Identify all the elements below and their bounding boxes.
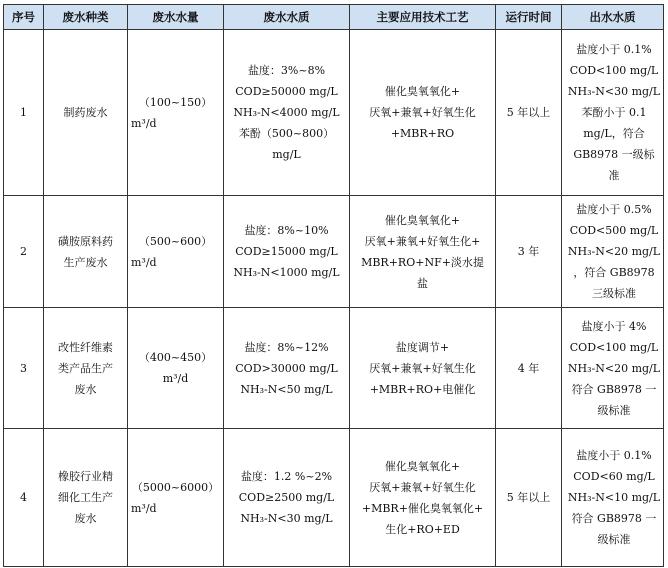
cell-volume xyxy=(128,30,224,196)
process-line: 盐度调节+ xyxy=(395,340,450,354)
quality-line: 盐度：8%~10% xyxy=(244,224,329,237)
cell-time: 5 年以上 xyxy=(496,30,562,196)
header-volume: 废水水量 xyxy=(128,5,224,30)
effluent-line: COD<500 mg/L xyxy=(569,224,659,237)
effluent-line: 三级标准 xyxy=(592,287,636,300)
header-quality: 废水水质 xyxy=(224,5,350,30)
cell-quality xyxy=(224,308,350,429)
quality-line: 盐度：3%~8% xyxy=(247,64,326,77)
cell-quality xyxy=(224,196,350,308)
process-line: +MBR+RO+电催化 xyxy=(369,382,476,396)
quality-line: COD>30000 mg/L xyxy=(235,361,338,375)
cell-time: 4 年 xyxy=(496,308,562,429)
cell-volume xyxy=(128,308,224,429)
process-line: MBR+RO+NF+淡水提 xyxy=(361,255,484,269)
volume-unit: m³/d xyxy=(131,116,157,130)
type-line: 细化工生产 xyxy=(58,491,113,504)
quality-line: NH₃-N<50 mg/L xyxy=(240,382,333,396)
effluent-line: 符合 GB8978 一 xyxy=(571,512,657,525)
table-row xyxy=(4,196,664,308)
cell-quality xyxy=(224,429,350,567)
wastewater-table xyxy=(3,4,664,567)
effluent-line: GB8978 一级标 xyxy=(573,148,655,161)
quality-line: 苯酚（500~800） xyxy=(238,127,335,140)
volume-range: （400~450） xyxy=(138,351,213,364)
volume-range: （5000~6000） xyxy=(131,480,220,494)
table-row xyxy=(4,308,664,429)
header-type: 废水种类 xyxy=(44,5,128,30)
effluent-line: 盐度小于 0.1% xyxy=(576,449,652,462)
type-line: 橡胶行业精 xyxy=(58,470,113,483)
quality-line: 盐度：1.2 %~2% xyxy=(240,470,333,483)
effluent-line: 盐度小于 4% xyxy=(581,319,647,333)
volume-unit: m³/d xyxy=(162,372,189,385)
effluent-line: 级标准 xyxy=(597,403,631,417)
cell-process xyxy=(350,308,496,429)
quality-line: NH₃-N<30 mg/L xyxy=(240,512,333,525)
effluent-line: NH₃-N<30 mg/L xyxy=(567,85,661,98)
cell-no: 2 xyxy=(4,196,44,308)
effluent-line: 准 xyxy=(608,169,620,182)
table-header-row xyxy=(4,5,664,30)
type-line: 生产废水 xyxy=(63,255,108,269)
process-line: 厌氧+兼氧+好氧生化 xyxy=(369,480,476,494)
effluent-line: ，符合 GB8978 xyxy=(573,266,655,279)
quality-line: 盐度：8%~12% xyxy=(244,340,329,354)
cell-type xyxy=(44,429,128,567)
cell-effluent xyxy=(562,429,664,567)
process-line: 催化臭氧氧化+ xyxy=(384,459,461,473)
cell-type xyxy=(44,30,128,196)
effluent-line: NH₃-N<20 mg/L xyxy=(567,245,661,258)
cell-no: 4 xyxy=(4,429,44,567)
cell-process xyxy=(350,429,496,567)
effluent-line: 级标准 xyxy=(597,533,631,546)
cell-volume xyxy=(128,429,224,567)
cell-effluent xyxy=(562,308,664,429)
cell-no: 3 xyxy=(4,308,44,429)
process-line: +MBR+催化臭氧氧化+ xyxy=(361,501,484,515)
volume-range: （500~600） xyxy=(138,234,213,248)
effluent-line: COD<60 mg/L xyxy=(573,470,655,483)
process-line: 盐 xyxy=(417,276,428,290)
header-time: 运行时间 xyxy=(496,5,562,30)
cell-time: 3 年 xyxy=(496,196,562,308)
cell-time: 5 年以上 xyxy=(496,429,562,567)
effluent-line: COD<100 mg/L xyxy=(569,64,659,77)
cell-volume xyxy=(128,196,224,308)
effluent-line: COD<100 mg/L xyxy=(569,340,659,354)
process-line: 厌氧+兼氧+好氧生化 xyxy=(369,361,476,375)
type-line: 改性纤维素 xyxy=(58,340,113,354)
cell-type xyxy=(44,196,128,308)
type-line: 废水 xyxy=(74,382,97,396)
table-row xyxy=(4,429,664,567)
process-line: 催化臭氧氧化+ xyxy=(384,85,461,98)
effluent-line: 苯酚小于 0.1 xyxy=(581,106,647,119)
process-line: 厌氧+兼氧+好氧生化 xyxy=(369,106,476,119)
type-line: 废水 xyxy=(74,512,97,525)
cell-process xyxy=(350,30,496,196)
process-line: 生化+RO+ED xyxy=(385,522,460,536)
process-line: 厌氧+兼氧+好氧生化+ xyxy=(364,234,481,248)
header-effluent: 出水水质 xyxy=(562,5,664,30)
header-no: 序号 xyxy=(4,5,44,30)
type-line: 制药废水 xyxy=(63,106,108,119)
quality-line: NH₃-N<4000 mg/L xyxy=(233,106,340,119)
cell-process xyxy=(350,196,496,308)
table-row xyxy=(4,30,664,196)
effluent-line: mg/L，符合 xyxy=(583,127,645,140)
quality-line: COD≥15000 mg/L xyxy=(235,245,338,258)
volume-unit: m³/d xyxy=(131,255,157,269)
header-process: 主要应用技术工艺 xyxy=(350,5,496,30)
quality-line: NH₃-N<1000 mg/L xyxy=(233,266,340,279)
quality-line: COD≥2500 mg/L xyxy=(238,491,335,504)
type-line: 类产品生产 xyxy=(58,361,113,375)
cell-quality xyxy=(224,30,350,196)
cell-type xyxy=(44,308,128,429)
effluent-line: 符合 GB8978 一 xyxy=(571,382,657,396)
effluent-line: NH₃-N<10 mg/L xyxy=(567,491,661,504)
volume-range: （100~150） xyxy=(138,95,213,109)
cell-effluent xyxy=(562,30,664,196)
process-line: 催化臭氧氧化+ xyxy=(384,213,461,227)
process-line: +MBR+RO xyxy=(390,127,455,140)
quality-line: COD≥50000 mg/L xyxy=(235,85,338,98)
volume-unit: m³/d xyxy=(131,501,157,515)
cell-no: 1 xyxy=(4,30,44,196)
effluent-line: NH₃-N<20 mg/L xyxy=(567,361,661,375)
quality-line: mg/L xyxy=(272,148,301,161)
type-line: 磺胺原料药 xyxy=(58,234,113,248)
cell-effluent xyxy=(562,196,664,308)
effluent-line: 盐度小于 0.1% xyxy=(576,43,652,56)
effluent-line: 盐度小于 0.5% xyxy=(576,203,652,216)
